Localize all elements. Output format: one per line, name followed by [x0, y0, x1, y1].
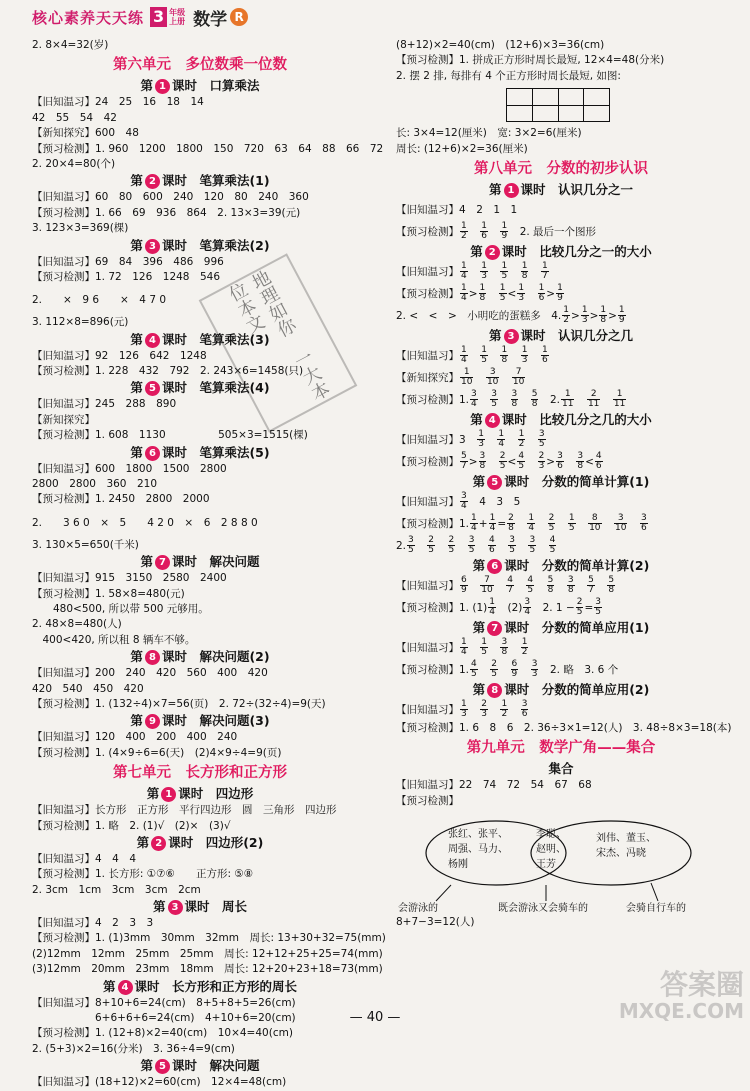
answer-line: 【预习检测】1. $\frac{4}{5}$ $\frac{2}{5}$ $\frac{6}{9}$ $\frac{3}{3}$ 2. 略 3. 6 个 — [396, 659, 619, 680]
answer-line: 【旧知温习】 $\frac{1}{4}$ $\frac{1}{3}$ $\frac{1}{5}$ $\frac{1}{8}$ $\frac{1}{7}$ — [396, 261, 548, 282]
answer-line: 【旧知温习】60 80 600 240 120 80 240 360 — [32, 191, 320, 204]
answer-line: 【旧知温习】 $\frac{3}{4}$ 4 3 5 — [396, 491, 521, 512]
answer-line: 【预习检测】1. 228 432 792 2. 243×6=1458(只) — [32, 365, 304, 378]
lesson-title: 第 2 课时 四边形(2) — [136, 834, 264, 850]
answer-line: (8+12)×2=40(cm) (12+6)×3=36(cm) — [396, 39, 605, 51]
venn-middle-names: 李聪、 赵明、 王芳 — [536, 829, 566, 871]
answer-line: 2. < < > 小明吃的蛋糕多 4. $\frac{1}{2}$ > $\frac{1}{3}$ > $\frac{1}{8}$ > $\frac{1}{9}$ — [396, 305, 625, 326]
answer-line: 【旧知温习】 $\frac{1}{4}$ $\frac{1}{5}$ $\frac{1}{8}$ $\frac{1}{3}$ $\frac{1}{6}$ — [396, 345, 548, 366]
answer-line: 【预习检测】1. $\frac{1}{4}$ + $\frac{1}{4}$ = $\frac{2}{8}$ $\frac{1}{4}$ $\frac{2}{5}$ $\frac{1}{5}$ $\frac{8}{10}$ $\frac{3}{10}$ $\frac{3}{6}$ — [396, 513, 647, 534]
answer-line: 【预习检测】 $\frac{5}{7}$ > $\frac{3}{8}$ $\frac{2}{5}$ < $\frac{4}{5}$ $\frac{2}{3}$ > $\frac{3}{6}$ $\frac{3}{8}$ < $\frac{4}{6}$ — [396, 451, 602, 472]
left-column — [32, 38, 386, 1091]
answer-line: 【旧知温习】600 1800 1500 2800 — [32, 462, 238, 475]
lesson-title: 第 1 课时 四边形 — [146, 786, 254, 802]
answer-line: 【预习检测】1. (132÷4)×7=56(页) 2. 72÷(32÷4)=9(天) — [32, 697, 326, 710]
answer-line: 【预习检测】1. 2450 2800 2000 — [32, 493, 210, 506]
lesson-title: 集合 — [548, 761, 574, 777]
answer-line: 【旧知温习】(18+12)×2=60(cm) 12×4=48(cm) — [32, 1076, 287, 1089]
answer-line: 【新知探究】 — [32, 413, 95, 426]
page-header — [0, 0, 750, 34]
venn-label-swim: 会游泳的 — [398, 903, 438, 915]
answer-line: 【旧知温习】4 2 3 3 — [32, 917, 154, 930]
answer-line: 【旧知温习】245 288 890 — [32, 398, 187, 411]
page-number: — 40 — — [349, 1010, 401, 1025]
ink-stamp: 地理如你 一大本位本文 — [199, 253, 358, 432]
lesson-title: 第 6 课时 分数的简单计算(2) — [472, 557, 650, 573]
answer-line: 【预习检测】1. 960 1200 1800 150 720 63 64 88 66 72 — [32, 142, 384, 155]
answer-line: 【旧知温习】4 2 1 1 — [396, 203, 518, 216]
answer-line: 3. 112×8=896(元) — [32, 316, 129, 329]
lesson-title: 第 4 课时 比较几分之几的大小 — [470, 411, 652, 427]
answer-line: 【预习检测】1. 6 8 6 2. 36÷3×1=12(人) 3. 48÷8×3=18(本) — [396, 721, 732, 734]
venn-right-names: 刘伟、董玉、 宋杰、冯晓 — [596, 833, 656, 860]
answer-line: 【旧知温习】92 126 642 1248 — [32, 349, 207, 362]
answer-line: 【预习检测】1. (12+8)×2=40(cm) 10×4=40(cm) — [32, 1027, 293, 1040]
venn-label-bike: 会骑自行车的 — [626, 903, 686, 915]
answer-line: 420 540 450 420 — [32, 682, 144, 695]
answer-line: 【旧知温习】69 84 396 486 996 — [32, 255, 224, 268]
answer-line: 【旧知温习】8+10+6=24(cm) 8+5+8+5=26(cm) — [32, 996, 296, 1009]
unit-title: 第六单元 多位数乘一位数 — [113, 57, 287, 74]
answer-line: (2)12mm 12mm 25mm 25mm 周长: 12+12+25+25=74(mm) — [32, 947, 383, 960]
answer-line: 【新知探究】600 48 — [32, 127, 139, 140]
lesson-title: 第 5 课时 分数的简单计算(1) — [472, 473, 650, 489]
lesson-title: 第 7 课时 分数的简单应用(1) — [472, 619, 650, 635]
answer-line: 2. (5+3)×2=16(分米) 3. 36÷4=9(cm) — [32, 1042, 235, 1055]
lesson-title: 第 8 课时 分数的简单应用(2) — [472, 681, 650, 697]
answer-line: 【旧知温习】4 4 4 — [32, 852, 137, 865]
answer-line: 【旧知温习】长方形 正方形 平行四边形 圆 三角形 四边形 — [32, 804, 337, 817]
brand-title: 核心素养天天练 — [32, 8, 145, 27]
answer-line: 【预习检测】 $\frac{1}{2}$ $\frac{1}{6}$ $\frac{1}{9}$ 2. 最后一个图形 — [396, 221, 597, 242]
answer-line: 【预习检测】1. (1) $\frac{1}{4}$ (2) $\frac{3}{4}$ 2. 1 − $\frac{2}{5}$ = $\frac{3}{5}$ — [396, 597, 602, 618]
answer-line: 【旧知温习】120 400 200 400 240 — [32, 731, 238, 744]
answer-line: 3. 130×5=650(千米) — [32, 538, 139, 551]
answer-line: 【预习检测】1. 72 126 1248 546 — [32, 270, 221, 283]
subject-title: 数学 — [193, 9, 228, 30]
edition-badge: R — [230, 8, 248, 26]
answer-line: 【预习检测】1. 58×8=480(元) — [32, 587, 185, 600]
answer-line: 【旧知温习】24 25 16 18 14 — [32, 96, 204, 109]
lesson-title: 第 5 课时 笔算乘法(4) — [130, 380, 270, 396]
answer-line: 【预习检测】 — [396, 794, 459, 807]
lesson-title: 第 4 课时 笔算乘法(3) — [130, 331, 270, 347]
answer-line: 【旧知温习】 $\frac{1}{3}$ $\frac{2}{3}$ $\frac{1}{2}$ $\frac{3}{6}$ — [396, 699, 528, 720]
answer-line: 【预习检测】1. (4×9÷6=6(天) (2)4×9÷4=9(页) — [32, 746, 282, 759]
lesson-title: 第 1 课时 口算乘法 — [140, 78, 260, 94]
answer-line: 长: 3×4=12(厘米) 宽: 3×2=6(厘米) — [396, 127, 582, 140]
vertical-calc: 2. × 9 6 × 4 7 0 — [32, 294, 167, 307]
venn-diagram — [396, 813, 726, 913]
answer-line: 【预习检测】1. (1)3mm 30mm 32mm 周长: 13+30+32=75(mm) — [32, 932, 386, 945]
answer-line: 42 55 54 42 — [32, 111, 128, 124]
answer-line: (3)12mm 20mm 23mm 18mm 周长: 12+20+23+18=73(mm) — [32, 963, 383, 976]
answer-line: 【旧知温习】915 3150 2580 2400 — [32, 572, 227, 585]
lesson-title: 第 4 课时 长方形和正方形的周长 — [102, 978, 298, 994]
answer-line: 周长: (12+6)×2=36(厘米) — [396, 142, 528, 155]
answer-line: 【预习检测】1. 拼成正方形时周长最短, 12×4=48(分米) — [396, 54, 665, 67]
answer-line: 8+7−3=12(人) — [396, 916, 475, 929]
lesson-title: 第 2 课时 笔算乘法(1) — [130, 173, 270, 189]
lesson-title: 第 3 课时 笔算乘法(2) — [130, 237, 270, 253]
answer-line: 【旧知温习】3 $\frac{1}{3}$ $\frac{1}{4}$ $\frac{1}{2}$ $\frac{3}{5}$ — [396, 429, 545, 450]
answer-line: 【预习检测】1. 66 69 936 864 2. 13×3=39(元) — [32, 206, 301, 219]
answer-line: 2. 8×4=32(岁) — [32, 39, 109, 51]
answer-line: 【预习检测】1. 608 1130 505×3=1515(棵) — [32, 429, 308, 442]
answer-line: 【旧知温习】 $\frac{1}{4}$ $\frac{1}{5}$ $\frac{3}{8}$ $\frac{1}{2}$ — [396, 637, 528, 658]
answer-line: 2. $\frac{3}{5}$ $\frac{2}{5}$ $\frac{2}{5}$ $\frac{3}{5}$ $\frac{4}{6}$ $\frac{3}{5}$ $\frac{3}{5}$ $\frac{4}{5}$ — [396, 535, 556, 556]
answer-line: 【旧知温习】200 240 420 560 400 420 — [32, 667, 279, 680]
answer-line: 2. 48×8=480(人) — [32, 618, 122, 631]
answer-line: 3. 123×3=369(棵) — [32, 222, 129, 235]
answer-line: 2. 3cm 1cm 3cm 3cm 2cm — [32, 883, 201, 896]
right-column — [396, 38, 732, 931]
answer-line: 【新知探究】 $\frac{1}{10}$ $\frac{3}{10}$ $\frac{7}{10}$ — [396, 367, 525, 388]
answer-line: 2. 20×4=80(个) — [32, 157, 116, 170]
answer-line: 【预习检测】1. 略 2. (1)√ (2)× (3)√ — [32, 819, 231, 832]
answer-line: 【预习检测】1. 长方形: ①⑦⑥ 正方形: ⑤⑧ — [32, 868, 254, 881]
vertical-calc: 2. 3 6 0 × 5 4 2 0 × 6 2 8 8 0 — [32, 516, 258, 529]
lesson-title: 第 8 课时 解决问题(2) — [130, 649, 270, 665]
venn-left-names: 张红、张平、 周强、马力、 杨刚 — [448, 829, 508, 871]
lesson-title: 第 6 课时 笔算乘法(5) — [130, 444, 270, 460]
lesson-title: 第 5 课时 解决问题 — [140, 1058, 260, 1074]
grade-label: 年级上册 — [169, 8, 186, 26]
answer-line: 2800 2800 360 210 — [32, 478, 158, 491]
lesson-title: 第 2 课时 比较几分之一的大小 — [470, 243, 652, 259]
unit-title: 第七单元 长方形和正方形 — [113, 765, 287, 782]
lesson-title: 第 9 课时 解决问题(3) — [130, 713, 270, 729]
answer-line: 【旧知温习】22 74 72 54 67 68 — [396, 779, 592, 792]
unit-title: 第八单元 分数的初步认识 — [474, 160, 648, 177]
answer-line: 400<420, 所以租 8 辆车不够。 — [32, 633, 196, 646]
lesson-title: 第 3 课时 周长 — [152, 899, 248, 915]
answer-line: 【预习检测】1. $\frac{3}{4}$ $\frac{3}{5}$ $\frac{3}{8}$ $\frac{5}{8}$ 2. $\frac{1}{11}$ $\frac{2}{11}$ $\frac{1}{11}$ — [396, 389, 626, 410]
answer-line: 6+6+6+6=24(cm) 4+10+6=20(cm) — [32, 1012, 296, 1025]
grade-number: 3 — [150, 7, 167, 27]
answer-line: 480<500, 所以带 500 元够用。 — [32, 602, 209, 615]
answer-line: 【预习检测】 $\frac{1}{4}$ > $\frac{1}{8}$ $\frac{1}{5}$ < $\frac{1}{3}$ $\frac{1}{6}$ > $\frac{1}{9}$ — [396, 283, 563, 304]
unit-title: 第九单元 数学广角——集合 — [466, 740, 656, 757]
venn-label-both: 既会游泳又会骑车的 — [498, 903, 588, 915]
lesson-title: 第 7 课时 解决问题 — [140, 554, 260, 570]
watermark-logo: 答案圈 MXQE.COM — [618, 968, 744, 1023]
rectangle-grid-figure — [506, 88, 610, 122]
lesson-title: 第 3 课时 认识几分之几 — [488, 327, 634, 343]
lesson-title: 第 1 课时 认识几分之一 — [488, 181, 634, 197]
answer-line: 【旧知温习】 $\frac{6}{9}$ $\frac{7}{10}$ $\frac{4}{7}$ $\frac{4}{5}$ $\frac{5}{8}$ $\frac{3}{8}$ $\frac{5}{7}$ $\frac{5}{8}$ — [396, 575, 615, 596]
answer-line: 2. 摆 2 排, 每排有 4 个正方形时周长最短, 如图: — [396, 69, 621, 82]
